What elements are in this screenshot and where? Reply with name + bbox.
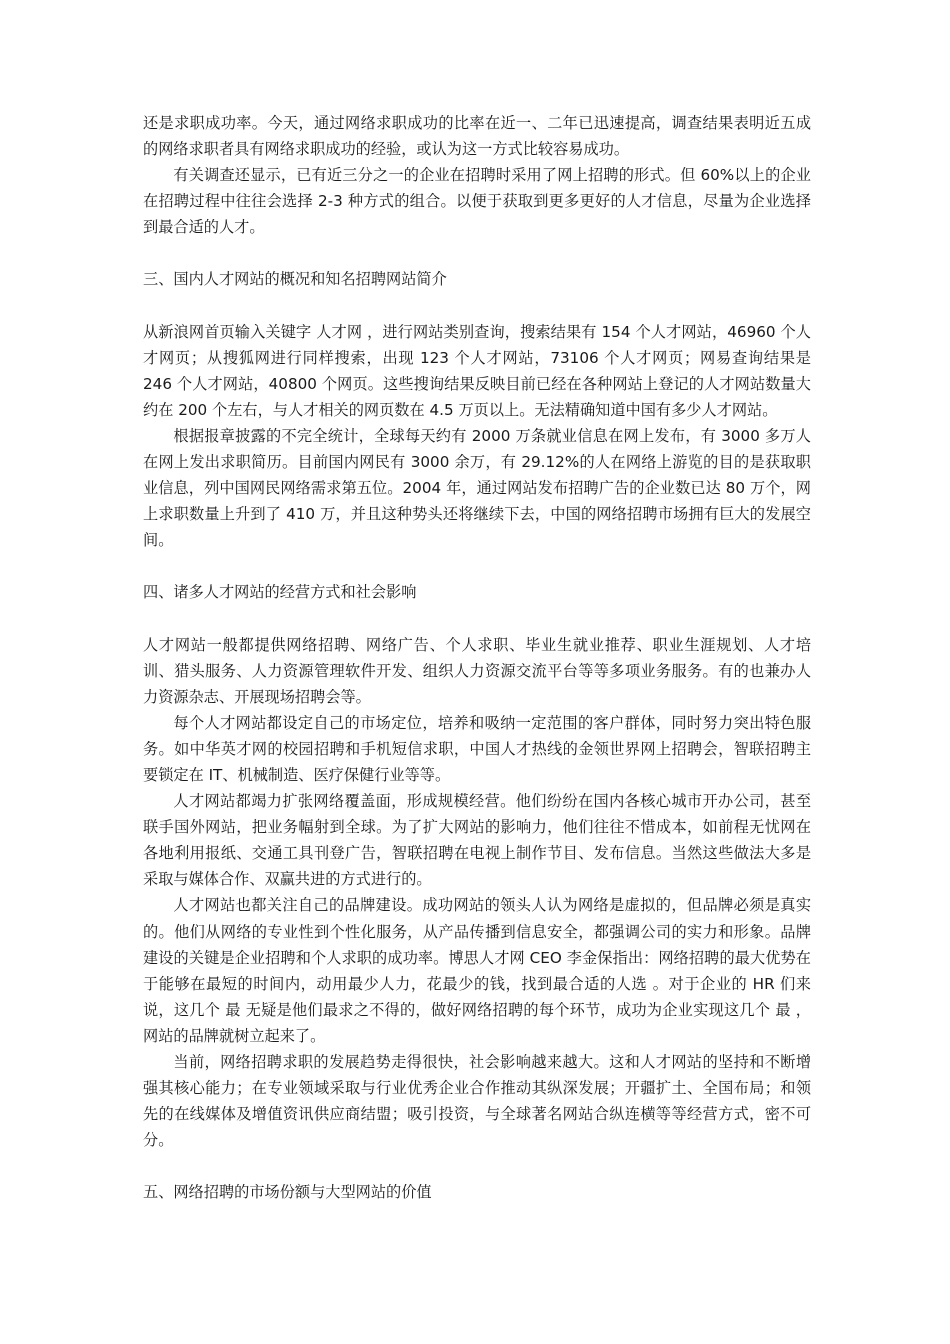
paragraph-statistics: 根据报章披露的不完全统计，全球每天约有 2000 万条就业信息在网上发布，有 3000 多万人在网上发出求职简历。目前国内网民有 3000 余万，有 29.12%的人在网络上游览的目的是获取职业信息，列中国网民网络需求第五位。2004 年，通过网站发布招聘广告的企业数已达 80 万个，网上求职数量上升到了 410 万，并且这种势头还将继续下去，中国的网络招聘市场拥有巨大的发展空间。 <box>143 426 811 550</box>
paragraph-services: 人才网站一般都提供网络招聘、网络广告、个人求职、毕业生就业推荐、职业生涯规划、人才培训、猎头服务、人力资源管理软件开发、组织人力资源交流平台等等多项业务服务。有的也兼办人力资源杂志、开展现场招聘会等。 <box>143 635 811 706</box>
paragraph-search-results: 从新浪网首页输入关键字 人才网 ，进行网站类别查询，搜索结果有 154 个人才网站，46960 个人才网页；从搜狐网进行同样搜索，出现 123 个人才网站，73106 个人才网页；网易查询结果是 246 个人才网站，40800 个网页。这些搜询结果反映目前已经在各种网站上登记的人才网站数量大约在 200 个左右，与人才相关的网页数在 4.5 万页以上。无法精确知道中国有多少人才网站。 <box>143 322 811 419</box>
section-heading-3: 三、国内人才网站的概况和知名招聘网站简介 <box>143 270 447 289</box>
document-page <box>143 110 811 1205</box>
paragraph-survey-online-recruiting: 有关调查还显示，已有近三分之一的企业在招聘时采用了网上招聘的形式。但 60%以上的企业在招聘过程中往往会选择 2-3 种方式的组合。以便于获取到更多更好的人才信息，尽量为企业选择到最合适的人才。 <box>143 166 811 237</box>
paragraph-current-trends: 当前，网络招聘求职的发展趋势走得很快，社会影响越来越大。这和人才网站的坚持和不断增强其核心能力；在专业领域采取与行业优秀企业合作推动其纵深发展；开疆扩土、全国布局；和领先的在线媒体及增值资讯供应商结盟；吸引投资，与全球著名网站合纵连横等等经营方式，密不可分。 <box>143 1053 811 1150</box>
paragraph-job-success-rate: 还是求职成功率。今天，通过网络求职成功的比率在近一、二年已迅速提高，调查结果表明近五成的网络求职者具有网络求职成功的经验，或认为这一方式比较容易成功。 <box>143 114 811 159</box>
paragraph-expansion: 人才网站都竭力扩张网络覆盖面，形成规模经营。他们纷纷在国内各核心城市开办公司，甚至联手国外网站，把业务幅射到全球。为了扩大网站的影响力，他们往往不惜成本，如前程无忧网在各地利用报纸、交通工具刊登广告，智联招聘在电视上制作节目、发布信息。当然这些做法大多是采取与媒体合作、双赢共进的方式进行的。 <box>143 792 811 889</box>
section-heading-4: 四、诸多人才网站的经营方式和社会影响 <box>143 583 417 602</box>
paragraph-market-positioning: 每个人才网站都设定自己的市场定位，培养和吸纳一定范围的客户群体，同时努力突出特色服务。如中华英才网的校园招聘和手机短信求职，中国人才热线的金领世界网上招聘会，智联招聘主要锁定在 IT、机械制造、医疗保健行业等等。 <box>143 713 811 784</box>
section-heading-5: 五、网络招聘的市场份额与大型网站的价值 <box>143 1183 432 1202</box>
paragraph-brand-building: 人才网站也都关注自己的品牌建设。成功网站的领头人认为网络是虚拟的，但品牌必须是真实的。他们从网络的专业性到个性化服务，从产品传播到信息安全，都强调公司的实力和形象。品牌建设的关键是企业招聘和个人求职的成功率。博思人才网 CEO 李金保指出：网络招聘的最大优势在于能够在最短的时间内，动用最少人力，花最少的钱，找到最合适的人选 。对于企业的 HR 们来说，这几个 最 无疑是他们最求之不得的，做好网络招聘的每个环节，成功为企业实现这几个 最 ，网站的品牌就树立起来了。 <box>143 896 811 1045</box>
